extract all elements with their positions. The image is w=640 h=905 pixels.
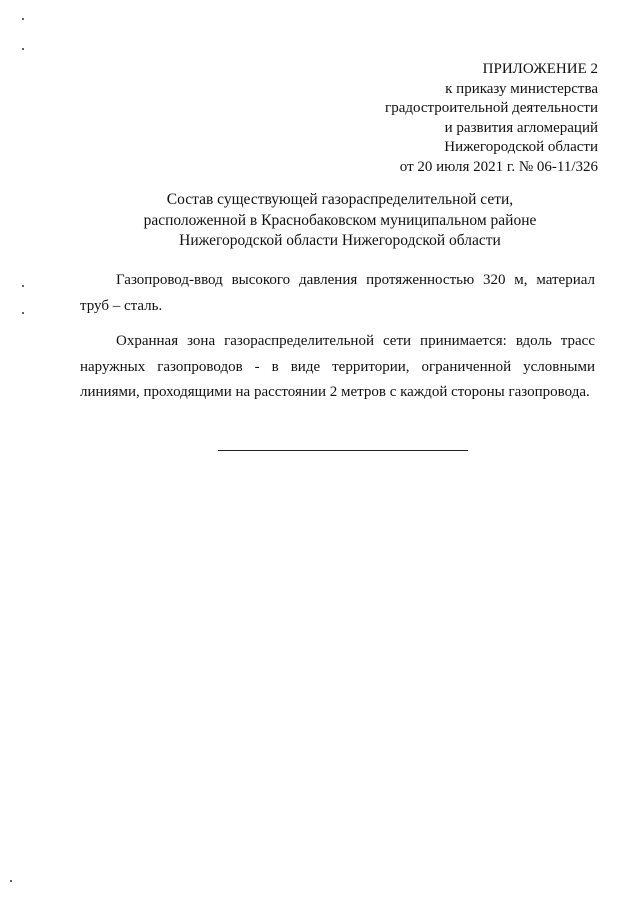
scan-artifact-mark <box>10 880 12 882</box>
appendix-ministry-line: градостроительной деятельности <box>385 100 598 116</box>
scan-artifact-mark <box>22 48 24 50</box>
paragraph-pipeline: Газопровод-ввод высокого давления протяженностью 320 м, материал труб – сталь. <box>80 272 595 314</box>
paragraph-protection-zone: Охранная зона газораспределительной сети принимается: вдоль трасс наружных газопроводов - в виде территории, ограниченной условными линиями, проходящими на расстоянии 2 метров с каждой стороны газопровода. <box>80 333 595 400</box>
scan-artifact-mark <box>22 285 24 287</box>
title-line-3: Нижегородской области Нижегородской области <box>179 232 501 249</box>
document-body <box>80 268 595 416</box>
appendix-number: ПРИЛОЖЕНИЕ 2 <box>482 61 598 77</box>
title-line-1: Состав существующей газораспределительной сети, <box>166 191 514 208</box>
appendix-order-date: от 20 июля 2021 г. № 06-11/326 <box>399 158 598 175</box>
appendix-ministry-line-2: и развития агломераций <box>444 119 598 136</box>
appendix-region-line: Нижегородской области <box>444 139 598 155</box>
appendix-order-line: к приказу министерства <box>445 80 598 97</box>
appendix-header <box>385 60 598 177</box>
closing-divider-line <box>218 450 468 451</box>
title-line-2: расположенной в Краснобаковском муниципальном районе <box>143 211 537 229</box>
scan-artifact-mark <box>22 312 24 314</box>
document-title <box>80 190 600 252</box>
scan-artifact-mark <box>22 18 24 20</box>
